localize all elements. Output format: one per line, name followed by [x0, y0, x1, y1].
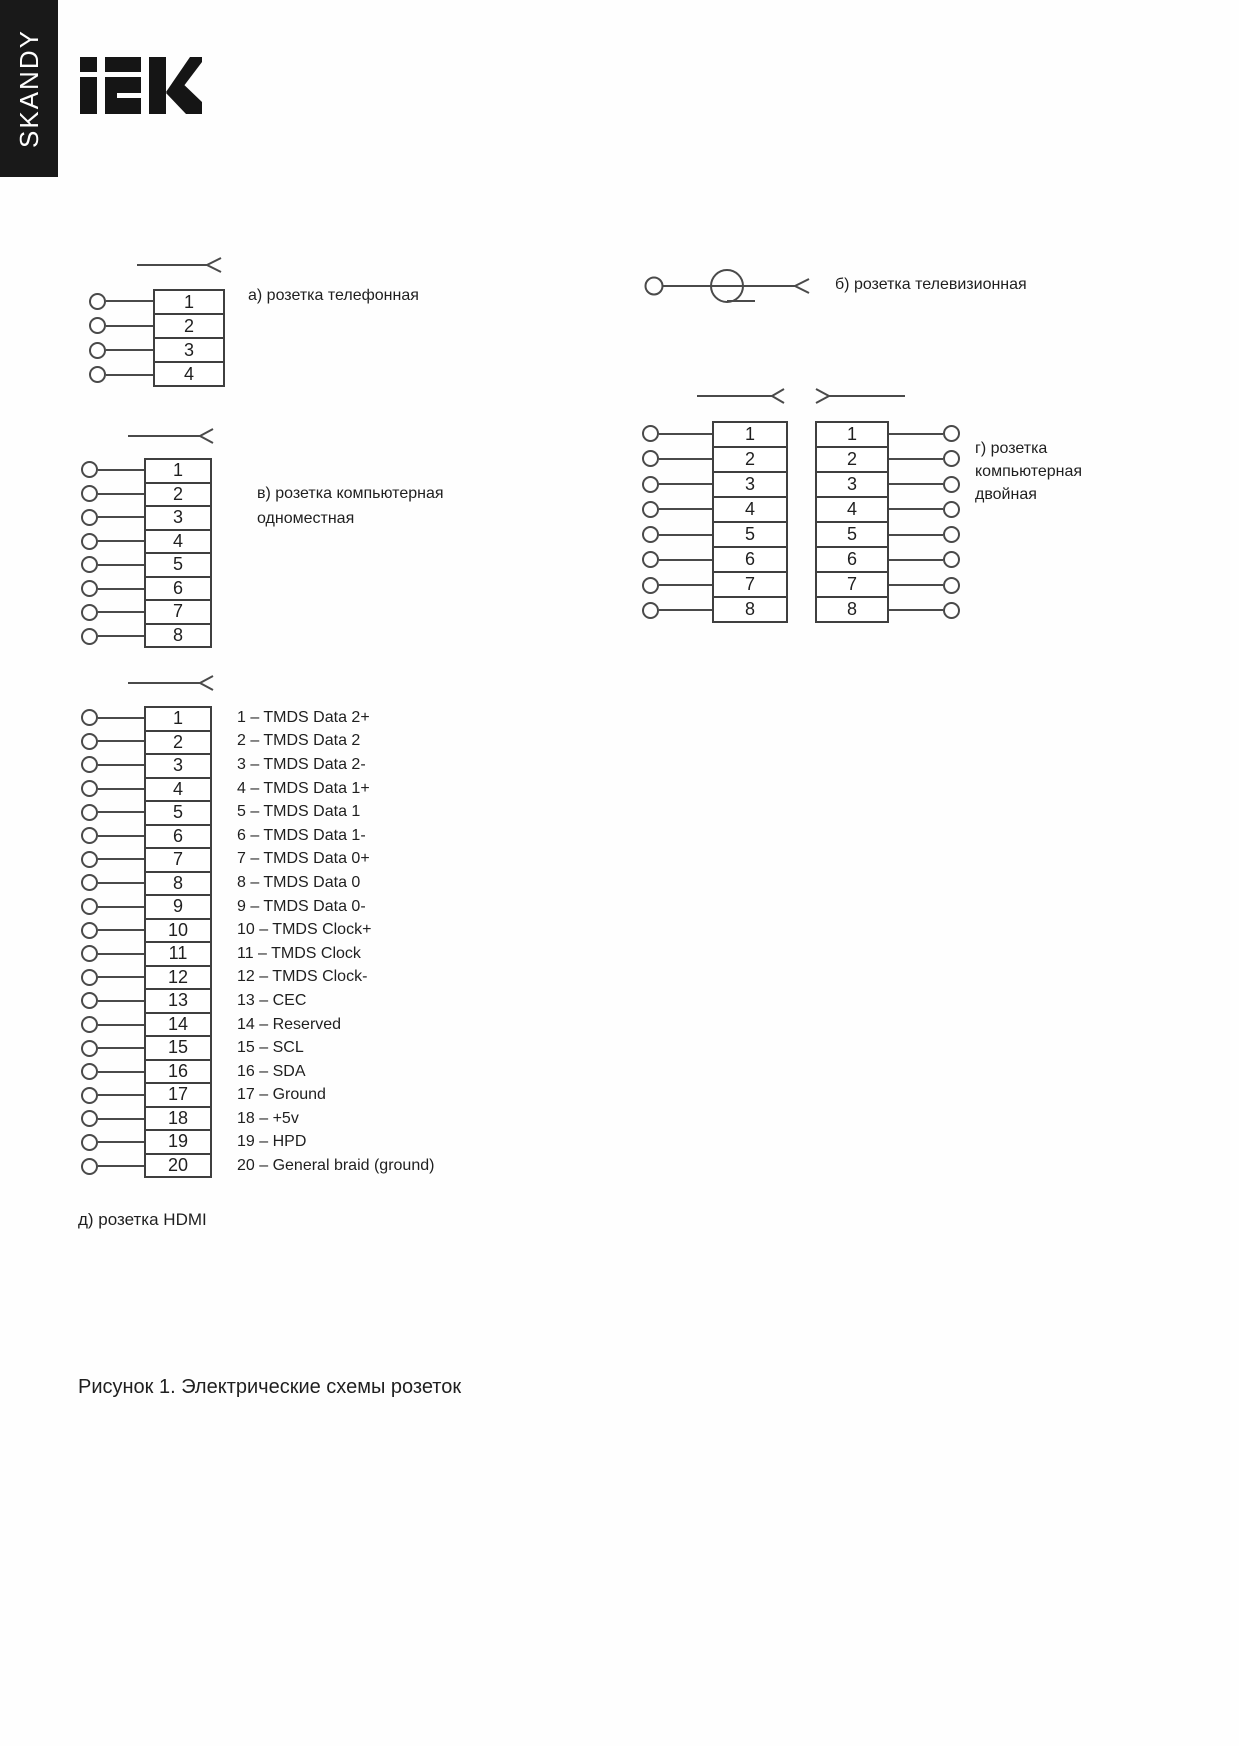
- lead-wire: [98, 1000, 144, 1002]
- terminal-circle-icon: [89, 366, 106, 383]
- lead-wire: [98, 540, 144, 542]
- lead-row: [89, 289, 153, 314]
- lead-wire: [98, 1118, 144, 1120]
- lead-wire: [98, 953, 144, 955]
- lead-row: [889, 522, 960, 547]
- pin-number: 5: [146, 800, 210, 824]
- terminal-circle-icon: [642, 425, 659, 442]
- terminal-circle-icon: [642, 450, 659, 467]
- computer-double-left-arrow-icon: [690, 385, 790, 407]
- lead-wire: [106, 349, 153, 351]
- hdmi-pin-label: 18 – +5v: [237, 1109, 299, 1127]
- computer-double-left-leads: [642, 421, 712, 623]
- lead-row: [81, 577, 144, 601]
- lead-row: [81, 777, 144, 801]
- terminal-circle-icon: [81, 1016, 98, 1033]
- terminal-circle-icon: [81, 969, 98, 986]
- pin-number: 12: [146, 965, 210, 989]
- pin-number: 2: [155, 313, 223, 337]
- lead-wire: [659, 458, 712, 460]
- lead-row: [889, 472, 960, 497]
- lead-wire: [889, 458, 943, 460]
- terminal-circle-icon: [81, 780, 98, 797]
- lead-wire: [659, 584, 712, 586]
- lead-row: [642, 497, 712, 522]
- lead-wire: [98, 1165, 144, 1167]
- pin-number: 4: [146, 777, 210, 801]
- lead-row: [642, 522, 712, 547]
- terminal-circle-icon: [81, 533, 98, 550]
- lead-row: [81, 848, 144, 872]
- lead-row: [81, 1084, 144, 1108]
- hdmi-pin-label: 3 – TMDS Data 2-: [237, 755, 366, 773]
- lead-row: [89, 363, 153, 388]
- pin-number: 13: [146, 988, 210, 1012]
- lead-wire: [98, 1024, 144, 1026]
- pin-number: 3: [817, 471, 887, 496]
- hdmi-pin-label: 13 – CEC: [237, 991, 307, 1009]
- pin-number: 11: [146, 941, 210, 965]
- lead-wire: [98, 588, 144, 590]
- tv-socket-symbol: [640, 270, 820, 310]
- hdmi-pin-label: 17 – Ground: [237, 1086, 326, 1104]
- diagram-label-line: одноместная: [257, 510, 355, 527]
- hdmi-pin-label: 6 – TMDS Data 1-: [237, 826, 366, 844]
- lead-row: [889, 446, 960, 471]
- lead-wire: [889, 508, 943, 510]
- lead-row: [642, 472, 712, 497]
- diagram-label-line: в) розетка компьютерная: [257, 485, 444, 502]
- pin-number: 4: [714, 496, 786, 521]
- hdmi-pin-label: 10 – TMDS Clock+: [237, 921, 372, 939]
- pin-number: 7: [714, 571, 786, 596]
- terminal-circle-icon: [943, 602, 960, 619]
- terminal-circle-icon: [81, 756, 98, 773]
- pin-number: 8: [817, 596, 887, 621]
- terminal-circle-icon: [81, 1063, 98, 1080]
- computer-double-right-pin-box: [815, 421, 889, 623]
- lead-wire: [98, 882, 144, 884]
- brand-sidebar: [0, 0, 58, 177]
- lead-row: [642, 598, 712, 623]
- lead-wire: [889, 609, 943, 611]
- lead-row: [81, 1013, 144, 1037]
- telephone-line-arrow-icon: [130, 254, 225, 276]
- terminal-circle-icon: [81, 1087, 98, 1104]
- pin-number: 1: [744, 424, 755, 444]
- terminal-circle-icon: [943, 425, 960, 442]
- lead-row: [81, 800, 144, 824]
- lead-row: [81, 989, 144, 1013]
- lead-wire: [98, 858, 144, 860]
- lead-row: [642, 446, 712, 471]
- hdmi-pin-label: 15 – SCL: [237, 1039, 304, 1057]
- hdmi-pin-label: 9 – TMDS Data 0-: [237, 897, 366, 915]
- hdmi-pin-label: 8 – TMDS Data 0: [237, 873, 361, 891]
- pin-number: 2: [146, 730, 210, 754]
- terminal-circle-icon: [81, 1134, 98, 1151]
- lead-wire: [98, 469, 144, 471]
- terminal-circle-icon: [642, 577, 659, 594]
- lead-row: [81, 458, 144, 482]
- terminal-circle-icon: [943, 577, 960, 594]
- hdmi-pin-label: 2 – TMDS Data 2: [237, 732, 361, 750]
- lead-wire: [98, 1094, 144, 1096]
- diagram-label-line: г) розетка: [975, 440, 1048, 457]
- terminal-circle-icon: [81, 733, 98, 750]
- lead-row: [81, 895, 144, 919]
- lead-wire: [98, 811, 144, 813]
- pin-number: 6: [714, 546, 786, 571]
- terminal-circle-icon: [943, 501, 960, 518]
- hdmi-pin-label: 19 – HPD: [237, 1133, 307, 1151]
- lead-row: [81, 1107, 144, 1131]
- computer-single-line-arrow-icon: [121, 425, 216, 447]
- pin-number: 17: [146, 1082, 210, 1106]
- lead-row: [889, 598, 960, 623]
- computer-single-label: [257, 481, 444, 531]
- pin-number: 6: [817, 546, 887, 571]
- iek-logo: [80, 57, 202, 114]
- pin-number: 2: [146, 482, 210, 506]
- lead-wire: [106, 300, 153, 302]
- lead-wire: [98, 764, 144, 766]
- terminal-circle-icon: [642, 551, 659, 568]
- terminal-circle-icon: [642, 501, 659, 518]
- pin-number: 1: [183, 291, 194, 312]
- pin-number: 3: [714, 471, 786, 496]
- terminal-circle-icon: [943, 551, 960, 568]
- pin-number: 8: [146, 623, 210, 647]
- terminal-circle-icon: [81, 709, 98, 726]
- hdmi-label: д) розетка HDMI: [78, 1210, 207, 1229]
- pin-number: 10: [146, 918, 210, 942]
- terminal-circle-icon: [646, 278, 663, 295]
- lead-wire: [889, 559, 943, 561]
- lead-row: [81, 706, 144, 730]
- lead-row: [81, 918, 144, 942]
- lead-row: [642, 547, 712, 572]
- lead-row: [81, 942, 144, 966]
- terminal-circle-icon: [81, 992, 98, 1009]
- pin-number: 3: [146, 505, 210, 529]
- hdmi-line-arrow-icon: [121, 672, 216, 694]
- lead-row: [889, 547, 960, 572]
- lead-wire: [659, 609, 712, 611]
- lead-row: [81, 1060, 144, 1084]
- lead-wire: [98, 835, 144, 837]
- telephone-label: а) розетка телефонная: [248, 287, 419, 304]
- lead-row: [642, 573, 712, 598]
- computer-double-right-leads: [889, 421, 960, 623]
- pin-number: 20: [146, 1153, 210, 1177]
- pin-number: 16: [146, 1059, 210, 1083]
- lead-wire: [98, 564, 144, 566]
- lead-row: [81, 1154, 144, 1178]
- pin-number: 7: [146, 847, 210, 871]
- computer-double-label: [975, 437, 1082, 506]
- lead-wire: [659, 559, 712, 561]
- lead-wire: [98, 1141, 144, 1143]
- lead-wire: [659, 433, 712, 435]
- pin-number: 1: [172, 708, 183, 729]
- terminal-circle-icon: [81, 922, 98, 939]
- lead-wire: [889, 483, 943, 485]
- terminal-circle-icon: [81, 874, 98, 891]
- lead-row: [81, 871, 144, 895]
- terminal-circle-icon: [89, 317, 106, 334]
- hdmi-leads: [81, 706, 144, 1178]
- hdmi-pin-label: 1 – TMDS Data 2+: [237, 708, 370, 726]
- terminal-circle-icon: [642, 526, 659, 543]
- pin-number: 18: [146, 1106, 210, 1130]
- computer-double-left-pin-box: [712, 421, 788, 623]
- terminal-circle-icon: [642, 476, 659, 493]
- lead-wire: [98, 611, 144, 613]
- computer-single-leads: [81, 458, 144, 648]
- hdmi-pin-label: 20 – General braid (ground): [237, 1157, 435, 1175]
- terminal-circle-icon: [943, 526, 960, 543]
- lead-wire: [98, 906, 144, 908]
- pin-number: 8: [714, 596, 786, 621]
- lead-row: [89, 314, 153, 339]
- telephone-pin-box: [153, 289, 225, 387]
- hdmi-pin-label: 12 – TMDS Clock-: [237, 968, 368, 986]
- lead-wire: [98, 493, 144, 495]
- hdmi-pin-label: 7 – TMDS Data 0+: [237, 850, 370, 868]
- lead-wire: [659, 534, 712, 536]
- lead-wire: [98, 516, 144, 518]
- lead-wire: [98, 1071, 144, 1073]
- hdmi-pin-label: 4 – TMDS Data 1+: [237, 779, 370, 797]
- terminal-circle-icon: [81, 604, 98, 621]
- lead-row: [81, 624, 144, 648]
- hdmi-pin-label: 16 – SDA: [237, 1062, 306, 1080]
- lead-row: [642, 421, 712, 446]
- terminal-circle-icon: [81, 1158, 98, 1175]
- lead-wire: [889, 584, 943, 586]
- pin-number: 8: [146, 871, 210, 895]
- terminal-circle-icon: [81, 461, 98, 478]
- lead-row: [81, 1131, 144, 1155]
- tv-label: б) розетка телевизионная: [835, 276, 1027, 293]
- diagram-label-line: компьютерная: [975, 463, 1083, 480]
- pin-number: 1: [172, 460, 183, 481]
- pin-number: 5: [714, 521, 786, 546]
- lead-wire: [106, 325, 153, 327]
- lead-row: [81, 482, 144, 506]
- lead-row: [81, 529, 144, 553]
- terminal-circle-icon: [81, 804, 98, 821]
- terminal-circle-icon: [81, 898, 98, 915]
- lead-row: [81, 966, 144, 990]
- terminal-circle-icon: [81, 485, 98, 502]
- terminal-circle-icon: [943, 450, 960, 467]
- pin-number: 15: [146, 1035, 210, 1059]
- pin-number: 5: [817, 521, 887, 546]
- computer-single-pin-box: [144, 458, 212, 648]
- hdmi-pin-label: 14 – Reserved: [237, 1015, 342, 1033]
- lead-wire: [98, 976, 144, 978]
- hdmi-pin-labels: [237, 706, 434, 1178]
- pin-number: 6: [146, 576, 210, 600]
- lead-wire: [889, 534, 943, 536]
- figure-caption: Рисунок 1. Электрические схемы розеток: [78, 1376, 462, 1398]
- terminal-circle-icon: [81, 1040, 98, 1057]
- pin-number: 3: [146, 753, 210, 777]
- hdmi-pin-box: [144, 706, 212, 1178]
- lead-wire: [98, 635, 144, 637]
- lead-wire: [98, 929, 144, 931]
- terminal-circle-icon: [81, 580, 98, 597]
- pin-number: 2: [714, 446, 786, 471]
- hdmi-pin-label: 5 – TMDS Data 1: [237, 803, 361, 821]
- terminal-circle-icon: [81, 827, 98, 844]
- computer-double-right-arrow-icon: [810, 385, 910, 407]
- pin-number: 7: [146, 599, 210, 623]
- pin-number: 1: [846, 424, 857, 444]
- terminal-circle-icon: [943, 476, 960, 493]
- pin-number: 2: [817, 446, 887, 471]
- lead-row: [889, 497, 960, 522]
- lead-row: [81, 1036, 144, 1060]
- lead-wire: [98, 740, 144, 742]
- terminal-circle-icon: [81, 945, 98, 962]
- pin-number: 5: [146, 552, 210, 576]
- pin-number: 19: [146, 1129, 210, 1153]
- pin-number: 6: [146, 824, 210, 848]
- lead-row: [89, 338, 153, 363]
- lead-row: [889, 573, 960, 598]
- pin-number: 4: [146, 529, 210, 553]
- lead-row: [81, 553, 144, 577]
- lead-wire: [659, 483, 712, 485]
- terminal-circle-icon: [89, 342, 106, 359]
- lead-wire: [98, 1047, 144, 1049]
- pin-number: 3: [155, 337, 223, 361]
- lead-row: [81, 506, 144, 530]
- lead-row: [81, 753, 144, 777]
- terminal-circle-icon: [81, 509, 98, 526]
- terminal-circle-icon: [81, 1110, 98, 1127]
- lead-row: [81, 730, 144, 754]
- pin-number: 9: [146, 894, 210, 918]
- lead-wire: [106, 374, 153, 376]
- terminal-circle-icon: [81, 851, 98, 868]
- hdmi-pin-label: 11 – TMDS Clock: [237, 944, 361, 962]
- lead-wire: [889, 433, 943, 435]
- lead-row: [889, 421, 960, 446]
- pin-number: 7: [817, 571, 887, 596]
- brand-name: SKANDY: [13, 29, 44, 148]
- terminal-circle-icon: [81, 556, 98, 573]
- lead-wire: [98, 717, 144, 719]
- diagram-label-line: двойная: [975, 486, 1037, 503]
- lead-wire: [98, 788, 144, 790]
- lead-row: [81, 601, 144, 625]
- terminal-circle-icon: [81, 628, 98, 645]
- pin-number: 4: [817, 496, 887, 521]
- telephone-leads: [89, 289, 153, 387]
- pin-number: 4: [155, 361, 223, 385]
- terminal-circle-icon: [642, 602, 659, 619]
- lead-wire: [659, 508, 712, 510]
- pin-number: 14: [146, 1012, 210, 1036]
- lead-row: [81, 824, 144, 848]
- terminal-circle-icon: [89, 293, 106, 310]
